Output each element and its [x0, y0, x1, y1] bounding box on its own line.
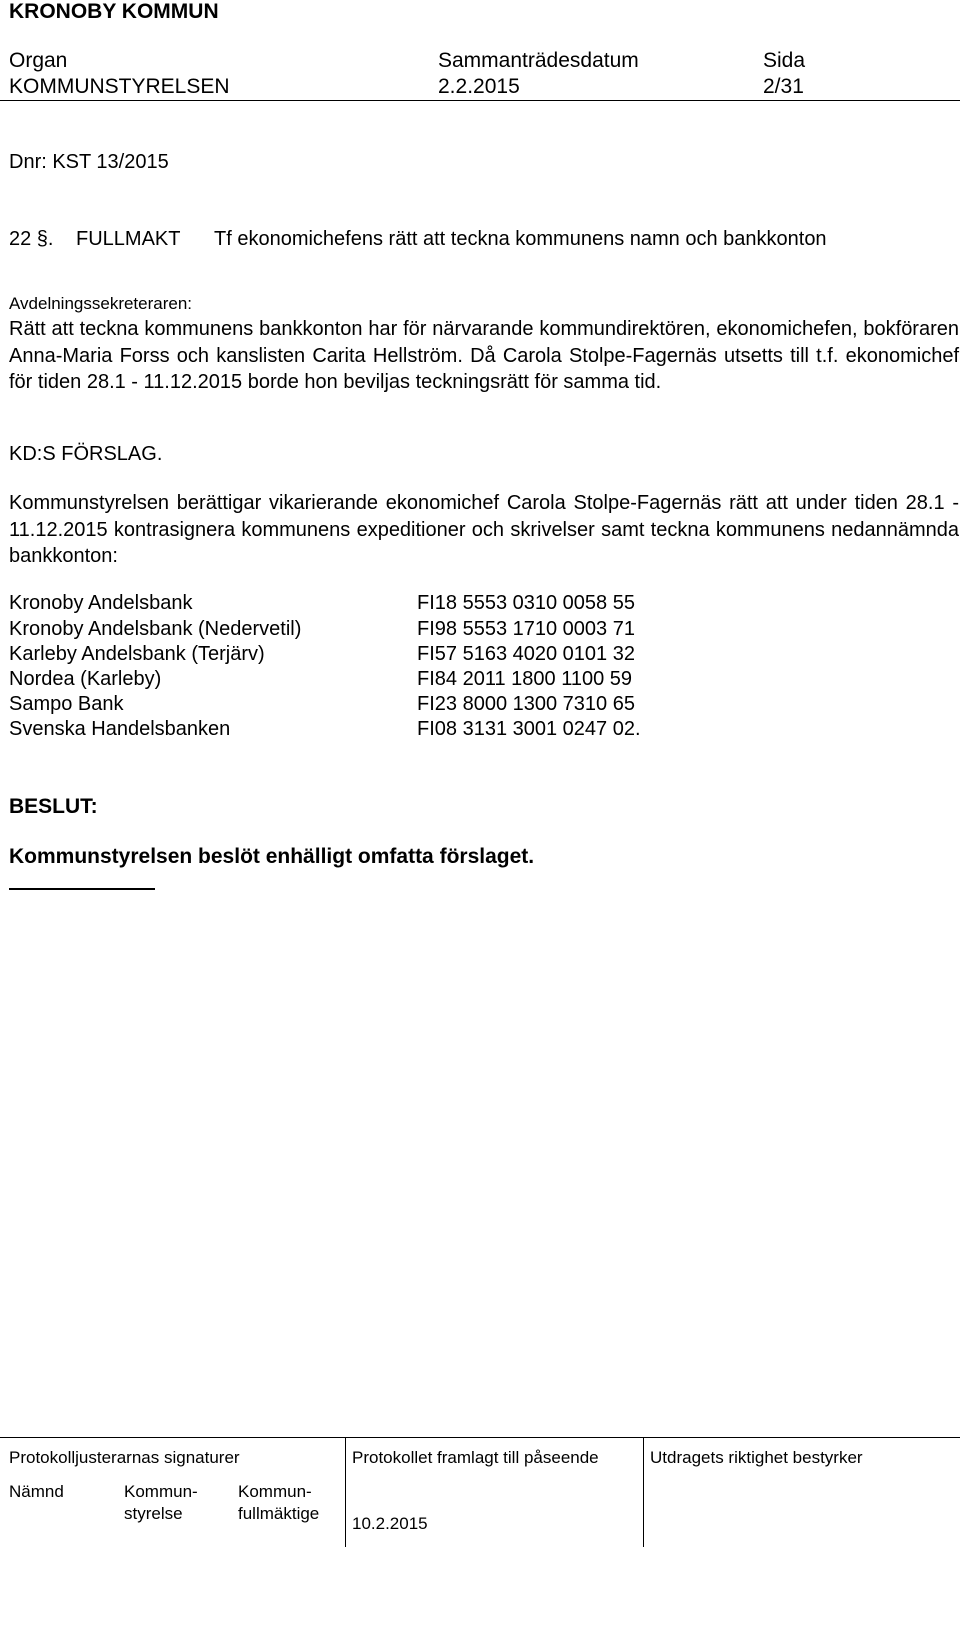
bank-iban: FI84 2011 1800 1100 59	[417, 668, 632, 690]
bank-iban: FI98 5553 1710 0003 71	[417, 618, 635, 640]
bank-iban: FI57 5163 4020 0101 32	[417, 643, 635, 665]
footer-column-divider	[345, 1437, 346, 1547]
signature-column-fullmaktige-line1: Kommun-	[238, 1482, 312, 1501]
preparer-label: Avdelningssekreteraren:	[9, 294, 193, 313]
signature-column-fullmaktige-line2: fullmäktige	[238, 1504, 320, 1523]
footer-divider	[0, 1437, 960, 1438]
signature-column-namnd: Nämnd	[9, 1482, 64, 1501]
organ-value: KOMMUNSTYRELSEN	[9, 75, 230, 98]
bank-name: Sampo Bank	[9, 693, 124, 715]
signatures-label: Protokolljusterarnas signaturer	[9, 1448, 240, 1467]
bank-iban: FI18 5553 0310 0058 55	[417, 592, 635, 614]
decision-underline	[9, 888, 155, 890]
signature-column-styrelse-line1: Kommun-	[124, 1482, 198, 1501]
bank-iban: FI08 3131 3001 0247 02.	[417, 718, 641, 740]
page-number: 2/31	[763, 75, 804, 98]
case-title: Tf ekonomichefens rätt att teckna kommunens namn och bankkonton	[214, 228, 827, 250]
section-number: 22 §.	[9, 228, 54, 250]
intro-paragraph: Rätt att teckna kommunens bankkonton har för närvarande kommundirektören, ekonomichefen, bokföraren Anna-Maria Forss och kanslisten Carita Hellström. Då Carola Stolpe-Fagernäs utsetts till t.f. ekonomichef för tiden 28.1 - 11.12.2015 borde hon beviljas teckningsrätt för samma tid.	[9, 318, 959, 393]
case-number: Dnr: KST 13/2015	[9, 151, 169, 173]
proposal-paragraph: Kommunstyrelsen berättigar vikarierande ekonomichef Carola Stolpe-Fagernäs rätt att under tiden 28.1 - 11.12.2015 kontrasignera kommunens expeditioner och skrivelser samt teckna kommunens nedannämnda bankkonton:	[9, 492, 959, 567]
decision-text: Kommunstyrelsen beslöt enhälligt omfatta förslaget.	[9, 845, 535, 868]
organ-label: Organ	[9, 49, 68, 72]
certify-label: Utdragets riktighet bestyrker	[650, 1448, 863, 1467]
case-category: FULLMAKT	[76, 228, 181, 250]
bank-name: Nordea (Karleby)	[9, 668, 162, 690]
meeting-date-value: 2.2.2015	[438, 75, 520, 98]
published-label: Protokollet framlagt till påseende	[352, 1448, 599, 1467]
proposal-label: KD:S FÖRSLAG.	[9, 443, 163, 465]
bank-name: Karleby Andelsbank (Terjärv)	[9, 643, 265, 665]
page-label: Sida	[763, 49, 806, 72]
organization-name: KRONOBY KOMMUN	[9, 0, 219, 23]
footer-column-divider	[643, 1437, 644, 1547]
bank-name: Kronoby Andelsbank	[9, 592, 193, 614]
bank-iban: FI23 8000 1300 7310 65	[417, 693, 635, 715]
bank-name: Kronoby Andelsbank (Nedervetil)	[9, 618, 302, 640]
published-date: 10.2.2015	[352, 1514, 428, 1533]
signature-column-styrelse-line2: styrelse	[124, 1504, 183, 1523]
meeting-date-label: Sammanträdesdatum	[438, 49, 639, 72]
bank-name: Svenska Handelsbanken	[9, 718, 231, 740]
header-divider	[0, 100, 960, 101]
decision-label: BESLUT:	[9, 795, 98, 818]
